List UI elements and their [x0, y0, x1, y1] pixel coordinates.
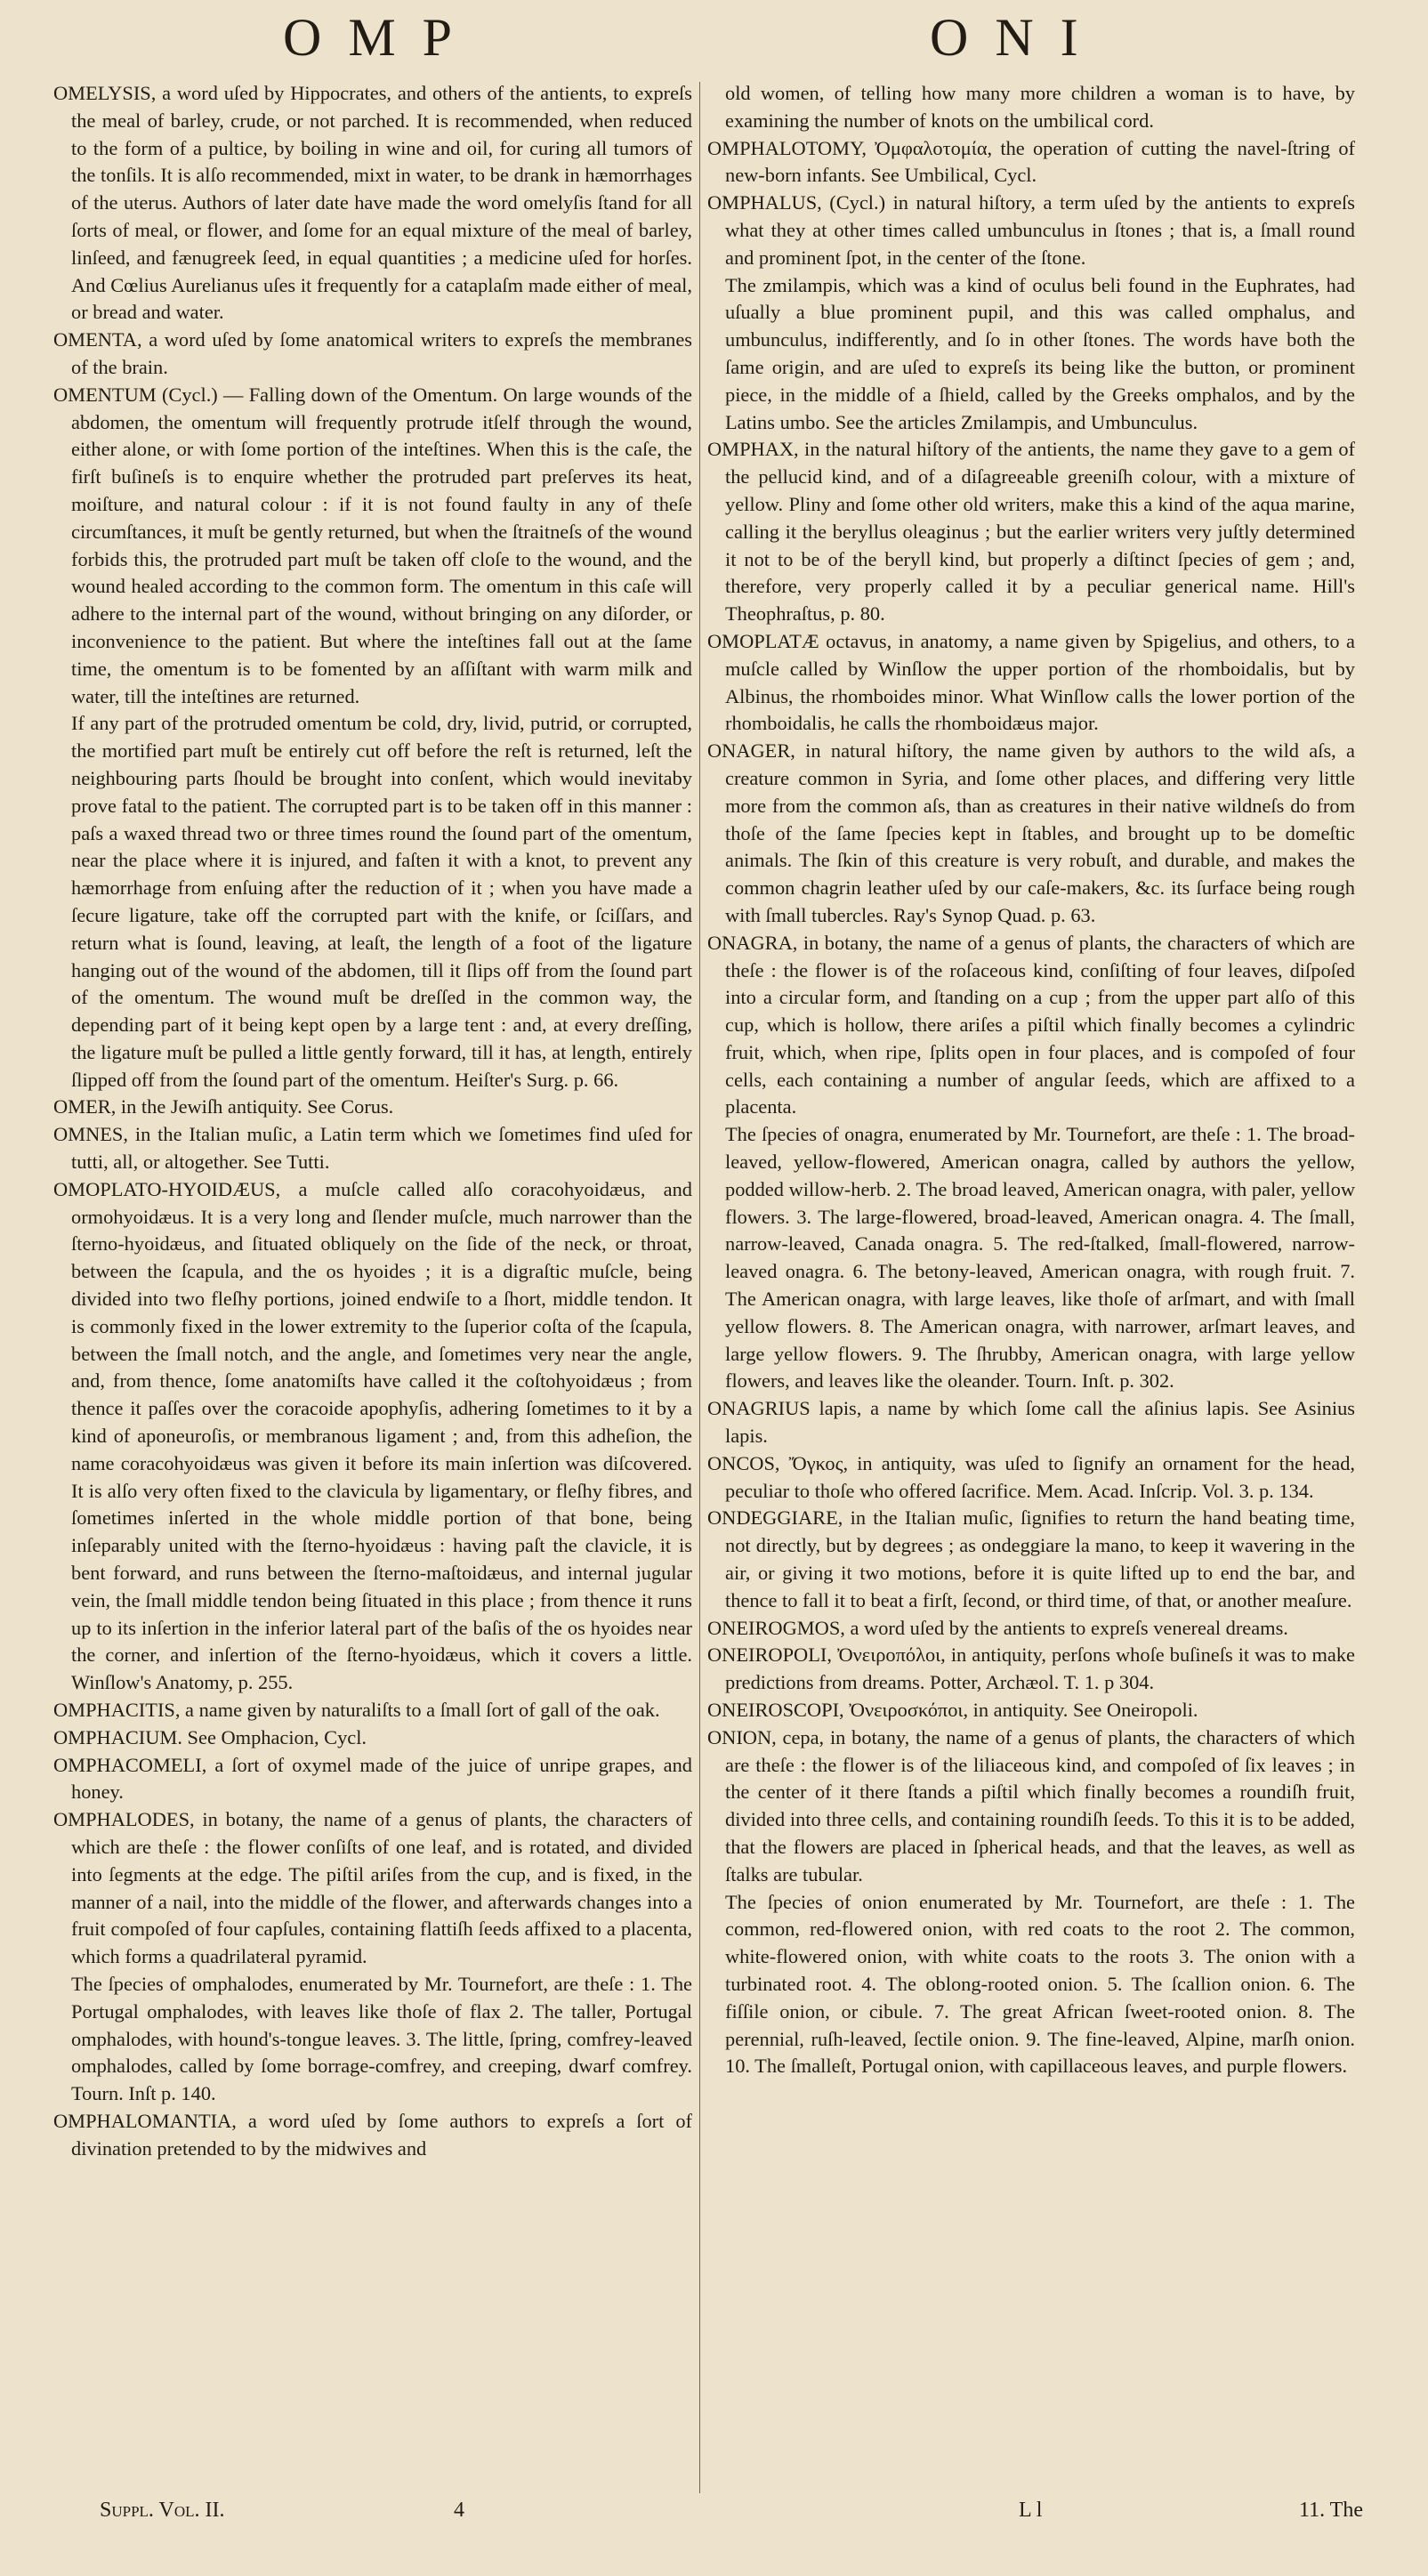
entry-headword: OMPHALODES,: [53, 1808, 195, 1831]
entry-headword: OMPHALUS,: [707, 191, 822, 214]
dictionary-entry: [53, 327, 692, 382]
entry-text: Ὀμφαλοτομία, the operation of cutting the navel-ſtring of new-born infants. See Umbilical, Cycl.: [725, 136, 1355, 187]
dictionary-entry: [53, 710, 692, 1094]
entry-text: (Cycl.) — Falling down of the Omentum. On large wounds of the abdomen, the omentum will frequently protrude itſelf through the wound, either alone, or with ſome portion of the inteſtines. When this is the caſe, the firſt buſineſs is to enquire whether the protruded part preſerves its heat, moiſture, and natural colour : if it is not found faulty in any of theſe circumſtances, it muſt be gently returned, but when the ſtraitneſs of the wound forbids this, the protruded part muſt be taken off cloſe to the wound, and the wound healed according to the common form. The omentum in this caſe will adhere to the internal part of the wound, without bringing on any diſorder, or inconvenience to the patient. But where the inteſtines fall out at the ſame time, the omentum is to be fomented by an aſſiſtant with warm milk and water, till the inteſtines are returned.: [71, 383, 692, 707]
entry-text: in the Italian muſic, a Latin term which we ſometimes find uſed for tutti, all, or altogether. See Tutti.: [71, 1123, 692, 1174]
entry-headword: OMENTUM: [53, 383, 157, 406]
dictionary-entry: [53, 1724, 692, 1752]
dictionary-entry: [53, 1121, 692, 1176]
entry-headword: OMOPLATO-HYOIDÆUS,: [53, 1177, 281, 1200]
dictionary-entry: [53, 1752, 692, 1807]
entry-headword: ONAGER,: [707, 739, 795, 763]
entry-text: in the Jewiſh antiquity. See Corus.: [116, 1095, 394, 1118]
entry-text: a word uſed by ſome anatomical writers to expreſs the membranes of the brain.: [71, 328, 692, 378]
running-head-right: ONI: [930, 8, 1105, 67]
entry-headword: OMOPLATÆ: [707, 629, 819, 652]
right-column: [707, 80, 1355, 2080]
entry-headword: OMER,: [53, 1095, 117, 1118]
dictionary-entry: [707, 1642, 1355, 1697]
dictionary-entry: [707, 1697, 1355, 1724]
page-number: 4: [454, 2499, 464, 2522]
entry-text: a word uſed by the antients to expreſs venereal dreams.: [844, 1616, 1288, 1639]
dictionary-entry: [53, 2108, 692, 2163]
entry-headword: OMNES,: [53, 1123, 128, 1146]
entry-headword: ONEIROPOLI,: [707, 1643, 832, 1667]
entry-headword: OMPHACITIS,: [53, 1699, 181, 1722]
dictionary-entry: [53, 1094, 692, 1121]
entry-text: in natural hiſtory, the name given by authors to the wild aſs, a creature common in Syria, and ſome other places, and differing very little more from the common aſs, than as creatures in their native wildneſs do from thoſe of the ſame ſpecies kept in ſtables, and brought up to be domeſtic animals. The ſkin of this creature is very robuſt, and durable, and makes the common chagrin leather uſed by our caſe-makers, &c. its ſurface being rough with ſmall tubercles. Ray's Synop Quad. p. 63.: [725, 739, 1355, 926]
left-column: [53, 80, 692, 2163]
sheet-mark: L l: [1019, 2499, 1043, 2522]
entry-headword: ONEIROSCOPI,: [707, 1699, 844, 1722]
entry-headword: OMPHACOMELI,: [53, 1753, 207, 1776]
catchword: 11. The: [1299, 2499, 1363, 2522]
entry-headword: ONDEGGIARE,: [707, 1506, 843, 1530]
entry-text: If any part of the protruded omentum be cold, dry, livid, putrid, or corrupted, the mortified part muſt be entirely cut off before the reſt is returned, leſt the neighbouring parts ſhould be brought into conſent, which would inevitaby prove fatal to the patient. The corrupted part is to be taken off in this manner : paſs a waxed thread two or three times round the ſound part of the omentum, near the place where it is injured, and faſten it with a knot, to prevent any hæmorrhage from enſuing after the reduction of it ; when you have made a ſecure ligature, take off the corrupted part with the knife, or ſciſſars, and return what is ſound, leaving, at leaſt, the length of a foot of the ligature hanging out of the wound of the abdomen, till it ſlips off from the ſound part of the omentum. The wound muſt be dreſſed in the common way, the depending part of it being kept open by a large tent : and, at every dreſſing, the ligature muſt be pulled a little gently forward, till it has, at length, entirely ſlipped off from the ſound part of the omentum. Heiſter's Surg. p. 66.: [71, 712, 692, 1091]
entry-headword: OMPHALOTOMY,: [707, 136, 867, 159]
dictionary-entry: [53, 1806, 692, 1971]
entry-text: in the natural hiſtory of the antients, the name they gave to a gem of the pellucid kind, and of a diſagreeable greeniſh colour, with a mixture of yellow. Pliny and ſome other old writers, make this a kind of the aqua marine, calling it the beryllus oleaginus ; but the earlier writers very juſtly determined it not to be of the beryll kind, but properly a diſtinct ſpecies of gem ; and, therefore, very properly called it by a peculiar generical name. Hill's Theophraſtus, p. 80.: [725, 438, 1355, 626]
entry-text: old women, of telling how many more children a woman is to have, by examining the number of knots on the umbilical cord.: [725, 82, 1355, 132]
entry-text: The ſpecies of onagra, enumerated by Mr. Tournefort, are theſe : 1. The broad-leaved, yellow-flowered, American onagra, called by authors the yellow, podded willow-herb. 2. The broad leaved, American onagra, with paler, yellow flowers. 3. The large-flowered, broad-leaved, American onagra. 4. The ſmall, narrow-leaved, Canada onagra. 5. The red-ſtalked, ſmall-flowered, narrow-leaved onagra. 6. The betony-leaved, American onagra, with rough fruit. 7. The American onagra, with large leaves, like thoſe of arſmart, and with ſmall yellow flowers. 8. The American onagra, with narrower, arſmart leaves, and large yellow flowers. 9. The ſhrubby, American onagra, with large yellow flowers, and leaves like the oleander. Tourn. Inſt. p. 302.: [725, 1123, 1355, 1393]
entry-headword: OMPHAX,: [707, 438, 799, 461]
entry-text: in the Italian muſic, ſignifies to return the hand beating time, not directly, but by degrees ; as ondeggiare la mano, to keep it wavering in the air, or giving it two motions, before it is quite lifted up to end the bar, and thence to fall it to beat a firſt, ſecond, or third time, of that, or another meaſure.: [725, 1506, 1355, 1611]
dictionary-entry: [53, 1176, 692, 1697]
entry-text: a name given by naturaliſts to a ſmall ſort of gall of the oak.: [180, 1699, 660, 1722]
dictionary-entry: [707, 272, 1355, 437]
dictionary-entry: [707, 1505, 1355, 1614]
dictionary-entry: [707, 1395, 1355, 1450]
entry-headword: ONCOS,: [707, 1451, 780, 1474]
dictionary-entry: [53, 1971, 692, 2108]
entry-headword: ONAGRIUS: [707, 1397, 811, 1420]
dictionary-entry: [707, 738, 1355, 930]
dictionary-entry: [707, 628, 1355, 738]
entry-text: (Cycl.) in natural hiſtory, a term uſed by the antients to expreſs what they at other times called umbunculus in ſtones ; that is, a ſmall round and prominent ſpot, in the center of the ſtone.: [725, 191, 1355, 269]
entry-headword: ONION,: [707, 1725, 777, 1748]
dictionary-entry: [53, 1697, 692, 1724]
dictionary-entry: [707, 190, 1355, 271]
entry-text: The zmilampis, which was a kind of oculus beli found in the Euphrates, had uſually a blue prominent pupil, and this was called omphalus, and umbunculus, indifferently, and ſo in other ſtones. The words have both the ſame origin, and are uſed to expreſs its being like the button, or prominent piece, in the middle of a ſhield, called by the Greeks omphalos, and by the Latins umbo. See the articles Zmilampis, and Umbunculus.: [725, 273, 1355, 433]
volume-signature: Suppl. Vol. II.: [100, 2499, 225, 2522]
entry-text: lapis, a name by which ſome call the aſinius lapis. See Asinius lapis.: [725, 1397, 1355, 1448]
dictionary-entry: [707, 1615, 1355, 1643]
dictionary-entry: [707, 1450, 1355, 1506]
dictionary-entry: [707, 1889, 1355, 2081]
entry-text: a ſort of oxymel made of the juice of unripe grapes, and honey.: [71, 1753, 692, 1804]
dictionary-entry: [707, 1121, 1355, 1395]
entry-text: Ὀνειροσκόποι, in antiquity. See Oneiropoli.: [843, 1699, 1198, 1722]
dictionary-entry: [707, 1724, 1355, 1889]
dictionary-entry: [53, 382, 692, 711]
entry-text: Ὄγκος, in antiquity, was uſed to ſignify an ornament for the head, peculiar to thoſe who offered ſacrifice. Mem. Acad. Inſcrip. Vol. 3. p. 134.: [725, 1451, 1355, 1502]
entry-headword: ONAGRA,: [707, 931, 798, 954]
entry-headword: OMPHACIUM.: [53, 1725, 182, 1748]
entry-headword: OMPHALOMANTIA,: [53, 2109, 237, 2132]
dictionary-entry: [707, 135, 1355, 190]
entry-text: a word uſed by ſome authors to expreſs a ſort of divination pretended to by the midwives and: [71, 2109, 692, 2160]
entry-headword: ONEIROGMOS,: [707, 1616, 845, 1639]
dictionary-entry: [707, 930, 1355, 1122]
dictionary-entry: [53, 80, 692, 327]
entry-text: The ſpecies of onion enumerated by Mr. Tournefort, are theſe : 1. The common, red-flowered onion, with red coats to the root 2. The common, white-flowered onion, with white coats to the roots 3. The onion with a turbinated root. 4. The oblong-rooted onion. 5. The ſcallion onion. 6. The fiſſile onion, or cibule. 7. The great African ſweet-rooted onion. 8. The perennial, ruſh-leaved, ſectile onion. 9. The fine-leaved, Alpine, marſh onion. 10. The ſmalleſt, Portugal onion, with capillaceous leaves, and purple flowers.: [725, 1890, 1355, 2078]
entry-text: octavus, in anatomy, a name given by Spigelius, and others, to a muſcle called by Winſlow the upper portion of the rhomboidalis, but by Albinus, the rhomboides minor. What Winſlow calls the lower portion of the rhomboidalis, he calls the rhomboidæus major.: [725, 629, 1355, 735]
column-divider: [699, 82, 700, 2493]
entry-text: The ſpecies of omphalodes, enumerated by Mr. Tournefort, are theſe : 1. The Portugal omphalodes, with leaves like thoſe of flax 2. The taller, Portugal omphalodes, with hound's-tongue leaves. 3. The little, ſpring, comfrey-leaved omphalodes, called by ſome borrage-comfrey, and creeping, dwarf comfrey. Tourn. Inſt p. 140.: [71, 1972, 692, 2105]
entry-text: a word uſed by Hippocrates, and others of the antients, to expreſs the meal of barley, crude, or not parched. It is recommended, when reduced to the form of a pultice, by boiling in wine and oil, for curing all tumors of the tonſils. It is alſo recommended, mixt in water, to be drank in hæmorrhages of the uterus. Authors of later date have made the word omelyſis ſtand for all ſorts of meal, or flower, and ſome for an equal mixture of the meal of barley, linſeed, and fænugreek ſeed, in equal quantities ; a medicine uſed for horſes. And Cœlius Aurelianus uſes it frequently for a cataplaſm made either of meal, or bread and water.: [71, 82, 692, 324]
dictionary-entry: [707, 436, 1355, 628]
entry-text: in botany, the name of a genus of plants, the characters of which are theſe : the flower conſiſts of one leaf, and is rotated, and divided into ſegments at the edge. The piſtil ariſes from the cup, and is fixed, in the manner of a nail, into the middle of the flower, and afterwards changes into a fruit compoſed of four capſules, containing flattiſh ſeeds affixed to a placenta, which forms a quadrilateral pyramid.: [71, 1808, 692, 1968]
entry-headword: OMELYSIS,: [53, 82, 157, 104]
entry-headword: OMENTA,: [53, 328, 142, 351]
entry-text: in botany, the name of a genus of plants, the characters of which are theſe : the flower is of the roſaceous kind, conſiſting of four leaves, diſpoſed into a circular form, and ſtanding on a cup ; from the upper part alſo of this cup, which is hollow, there ariſes a piſtil which finally becomes a cylindric fruit, which, when ripe, ſplits open in four places, and is compoſed of four cells, each containing a number of angular ſeeds, which are affixed to a placenta.: [725, 931, 1355, 1118]
dictionary-entry: [707, 80, 1355, 135]
running-head-left: OMP: [283, 8, 480, 67]
entry-text: a muſcle called alſo coracohyoidæus, and ormohyoidæus. It is a very long and ſlender muſcle, much narrower than the ſterno-hyoidæus, and ſituated obliquely on the ſide of the neck, or throat, between the ſcapula, and the os hyoides ; it is a digraſtic muſcle, being divided into two fleſhy portions, joined endwiſe to a ſhort, middle tendon. It is commonly fixed in the lower extremity to the ſuperior coſta of the ſcapula, between the ſmall notch, and the angle, and ſometimes very near the angle, and, from thence, ſome anatomiſts have called it the coſtohyoidæus ; from thence it paſſes over the coracoide apophyſis, adhering ſometimes to it by a kind of aponeuroſis, or membranous ligament ; and, from this adheſion, the name coracohyoidæus was given it before its main inſertion was diſcovered. It is alſo very often fixed to the clavicula by ligamentary, or fleſhy fibres, and ſometimes inſerted in the whole middle portion of that bone, being inſeparably united with the ſterno-hyoidæus : having paſt the clavicle, it is bent forward, and runs between the ſterno-maſtoidæus, and internal jugular vein, the ſmall middle tendon being ſituated in this place ; from thence it runs up to its inſertion in the inferior lateral part of the baſis of the os hyoides near the corner, and inſertion of the ſterno-hyoidæus, which it covers a little. Winſlow's Anatomy, p. 255.: [71, 1177, 692, 1694]
entry-text: Ὀνειροπόλοι, in antiquity, perſons whoſe buſineſs it was to make predictions from dreams. Potter, Archæol. T. 1. p 304.: [725, 1643, 1355, 1694]
entry-text: See Omphacion, Cycl.: [182, 1725, 367, 1748]
entry-text: cepa, in botany, the name of a genus of plants, the characters of which are theſe : the flower is of the liliaceous kind, and compoſed of ſix leaves ; in the center of it there ſtands a piſtil which finally becomes a roundiſh fruit, divided into three cells, and containing roundiſh ſeeds. To this it is to be added, that the flowers are placed in ſpherical heads, and that the leaves, as well as ſtalks are tubular.: [725, 1725, 1355, 1886]
